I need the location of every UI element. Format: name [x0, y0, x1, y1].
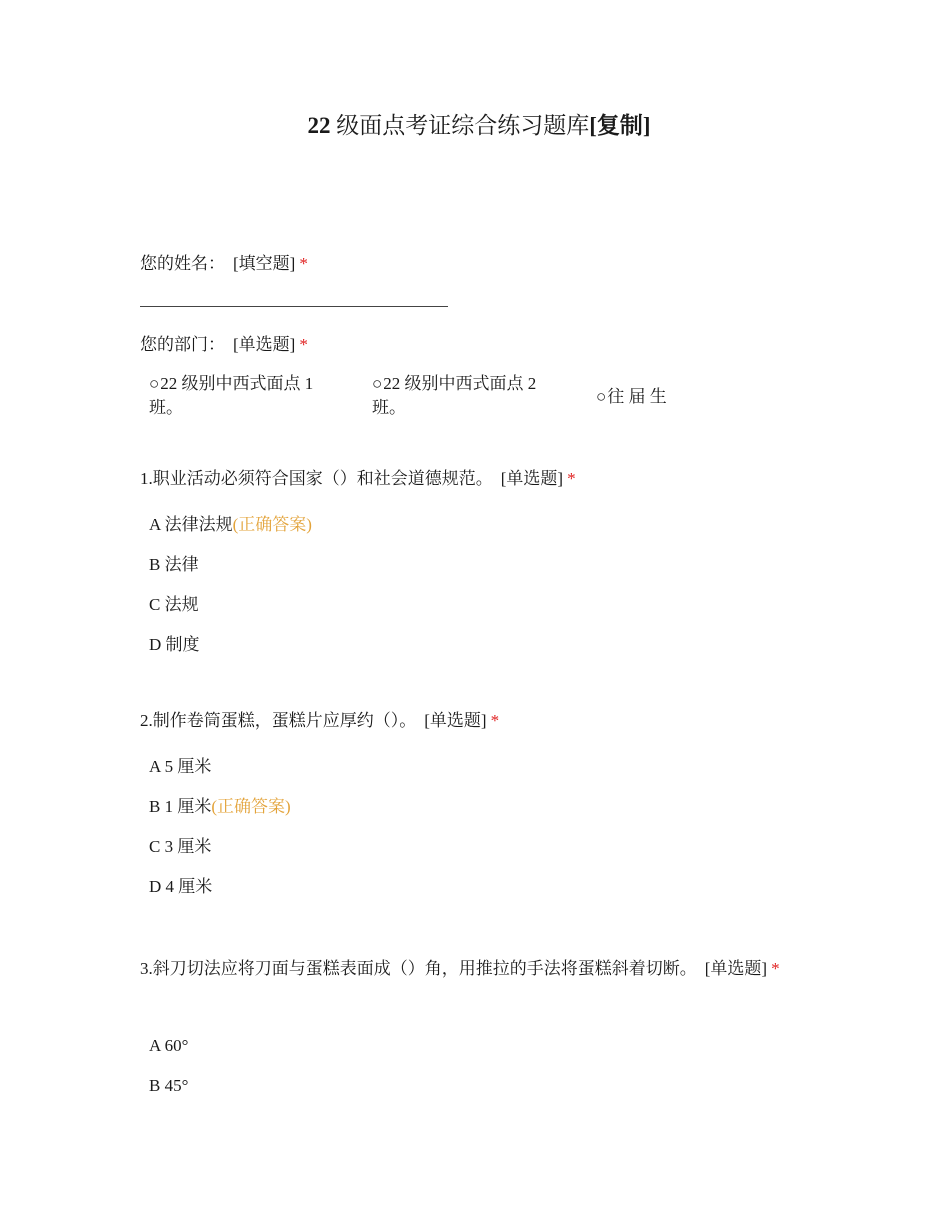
required-marker: *: [299, 254, 308, 273]
q2-option-a[interactable]: [149, 755, 211, 779]
required-marker: *: [567, 469, 576, 488]
dept-question-label: 您的部门：: [140, 335, 225, 354]
name-input-line[interactable]: [140, 306, 448, 307]
option-label: A 5 厘米: [149, 757, 212, 776]
dept-question: [140, 333, 308, 357]
question-3-text: 3.斜刀切法应将刀面与蛋糕表面成（）角，用推拉的手法将蛋糕斜着切断。: [140, 959, 697, 978]
correct-answer-mark: (正确答案): [211, 797, 291, 816]
q2-option-c[interactable]: [149, 835, 211, 859]
option-label: B 法律: [149, 555, 199, 574]
option-label: A 60°: [149, 1036, 189, 1055]
required-marker: *: [490, 711, 500, 730]
question-2: [140, 709, 499, 733]
question-1-text: 1.职业活动必须符合国家（）和社会道德规范。: [140, 469, 493, 488]
option-label: A 法律法规: [149, 515, 233, 534]
q1-option-b[interactable]: [149, 553, 199, 577]
question-1: [140, 467, 576, 491]
page-title: [0, 110, 950, 142]
q2-option-b[interactable]: [149, 795, 291, 819]
title-copy-tag: [复制]: [589, 113, 651, 138]
option-label: C 3 厘米: [149, 837, 212, 856]
dept-option-2[interactable]: [372, 372, 562, 420]
required-marker: *: [299, 335, 308, 354]
correct-answer-mark: (正确答案): [232, 515, 312, 534]
option-label: B 1 厘米: [149, 797, 212, 816]
question-3-type: [单选题]: [704, 959, 768, 978]
option-label: C 法规: [149, 595, 199, 614]
option-label: B 45°: [149, 1076, 189, 1095]
q1-option-c[interactable]: [149, 593, 199, 617]
name-question-type: [填空题]: [233, 254, 296, 273]
dept-option-label: 22 级别中西式面点 1 班。: [149, 374, 314, 417]
question-3: [140, 950, 805, 987]
q3-option-b[interactable]: [149, 1074, 188, 1098]
dept-option-label: 22 级别中西式面点 2 班。: [372, 374, 537, 417]
q2-option-d[interactable]: [149, 875, 212, 899]
dept-option-3[interactable]: [596, 385, 667, 409]
question-1-type: [单选题]: [500, 469, 564, 488]
q1-option-d[interactable]: [149, 633, 200, 657]
title-text: 级面点考证综合练习题库: [336, 113, 590, 138]
option-label: D 4 厘米: [149, 877, 213, 896]
required-marker: *: [771, 959, 780, 978]
question-2-type: [单选题]: [424, 711, 487, 730]
q1-option-a[interactable]: [149, 513, 312, 537]
dept-option-1[interactable]: [149, 372, 339, 420]
name-question: [140, 252, 308, 276]
dept-question-type: [单选题]: [233, 335, 296, 354]
question-2-text: 2.制作卷筒蛋糕，蛋糕片应厚约（）。: [140, 711, 417, 730]
name-question-label: 您的姓名：: [140, 254, 225, 273]
radio-circle-icon: ○: [596, 387, 607, 406]
dept-option-label: 往 届 生: [607, 387, 667, 406]
radio-circle-icon: ○: [149, 374, 160, 393]
title-number: 22: [307, 113, 331, 138]
q3-option-a[interactable]: [149, 1034, 188, 1058]
radio-circle-icon: ○: [372, 374, 383, 393]
option-label: D 制度: [149, 635, 200, 654]
